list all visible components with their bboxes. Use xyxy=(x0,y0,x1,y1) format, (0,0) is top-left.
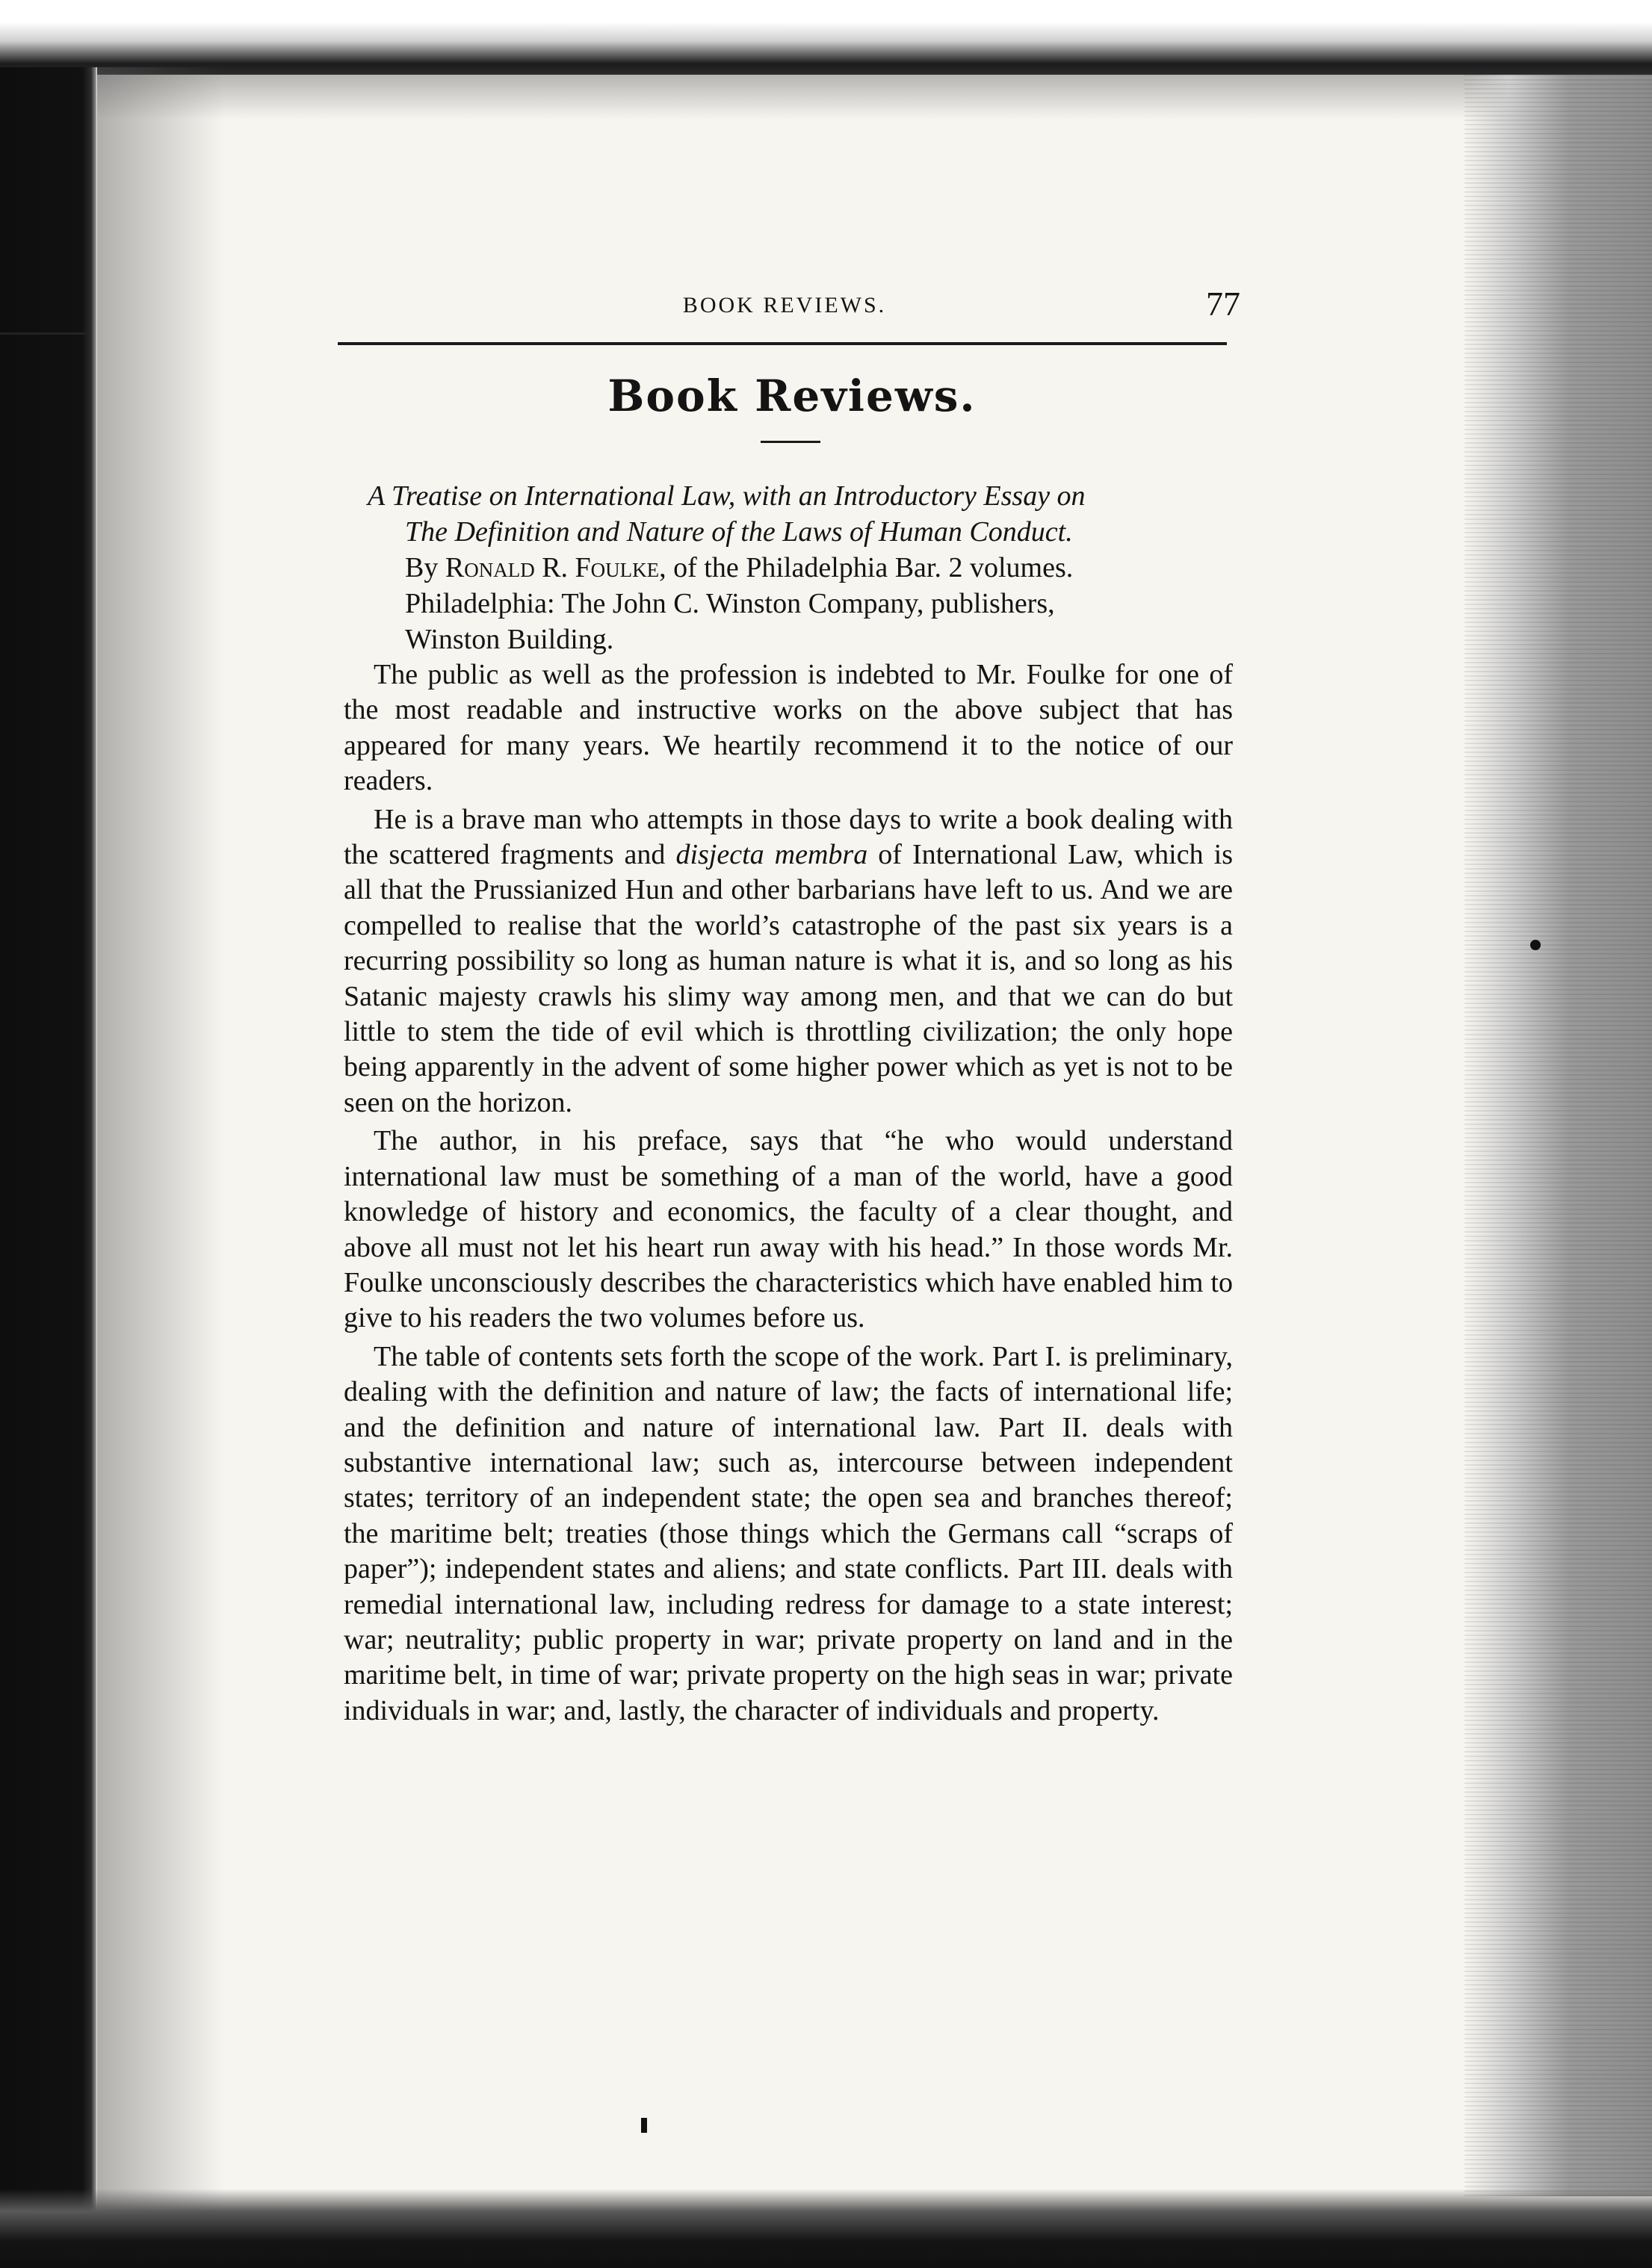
footer-mark xyxy=(641,2118,647,2133)
book-spine-edge xyxy=(0,67,97,2268)
scan-edge-bottom xyxy=(0,2189,1652,2268)
review-paragraph-4: The table of contents sets forth the scope of the work. Part I. is preliminary, dealing with the definition and nature of law; the facts of international life; and the definition and nature of international law. Part II. deals with substantive international law; such as, intercourse between independent states; territory of an independent state; the open sea and branches thereof; the maritime belt; treaties (those things which the Germans call “scraps of paper”); independent states and aliens; and state conflicts. Part III. deals with remedial international law, including redress for damage to a state interest; war; neutrality; public property in war; private property on land and in the maritime belt, in time of war; private property on the high seas in war; private individuals in war; and, lastly, the character of individuals and property. xyxy=(344,1340,1233,1726)
running-head: BOOK REVIEWS. xyxy=(682,293,887,317)
citation-title-line-2: The Definition and Nature of the Laws of Human Conduct. xyxy=(405,516,1073,548)
scan-edge-top xyxy=(0,0,1652,75)
citation-publisher-line: Philadelphia: The John C. Winston Company, publishers, xyxy=(405,588,1055,619)
review-paragraph-3: The author, in his preface, says that “he who would understand international law must be something of a man of the world, have a good knowledge of history and economics, the faculty of a clear thought, and above all must not let his heart run away with his head.” In those words Mr. Foulke unconsciously describes the characteristics which have enabled him to give to his readers the two volumes before us. xyxy=(344,1125,1233,1334)
citation-title-line-1: A Treatise on International Law, with an Introductory Essay on xyxy=(368,480,1086,512)
review-body xyxy=(344,657,1233,1729)
citation-author-line xyxy=(368,550,1234,586)
citation-address-line: Winston Building. xyxy=(405,624,614,655)
review-paragraph-2-start: He is a brave man who attempts in those days to write a book dealing with the scattered fragments and xyxy=(344,803,1233,871)
book-spine-shadow xyxy=(97,67,224,2268)
review-paragraph-2 xyxy=(344,802,1233,1121)
review-paragraph-2-end: of International Law, which is all that the Prussianized Hun and other barbarians have left to us. And we are compelled to realise that the world’s catastrophe of the past six years is a recurring possibility so long as human nature is what it is, and so long as his Satanic majesty crawls his slimy way among men, and that we can do but little to stem the tide of evil which is throttling civilization; the only hope being apparently in the advent of some higher power which as yet is not to be seen on the horizon. xyxy=(344,839,1233,1118)
citation-author: Ronald R. Foulke xyxy=(445,552,660,583)
section-title: Book Reviews. xyxy=(607,371,977,421)
citation-by: By xyxy=(405,552,439,583)
citation-author-suffix: , of the Philadelphia Bar. 2 volumes. xyxy=(659,552,1074,583)
margin-mark xyxy=(0,332,90,335)
title-rule xyxy=(761,441,820,443)
review-paragraph-1: The public as well as the profession is indebted to Mr. Foulke for one of the most readable and instructive works on the above subject that has appeared for many years. We heartily recommend it to the notice of our readers. xyxy=(344,659,1233,797)
latin-phrase: disjecta membra xyxy=(675,839,868,871)
margin-dot xyxy=(1530,940,1541,950)
header-rule xyxy=(338,342,1227,345)
book-citation xyxy=(368,478,1234,657)
page-number: 77 xyxy=(1206,285,1240,323)
scan-edge-top-shadow xyxy=(0,75,1652,120)
scan-edge-right xyxy=(1464,75,1652,2196)
